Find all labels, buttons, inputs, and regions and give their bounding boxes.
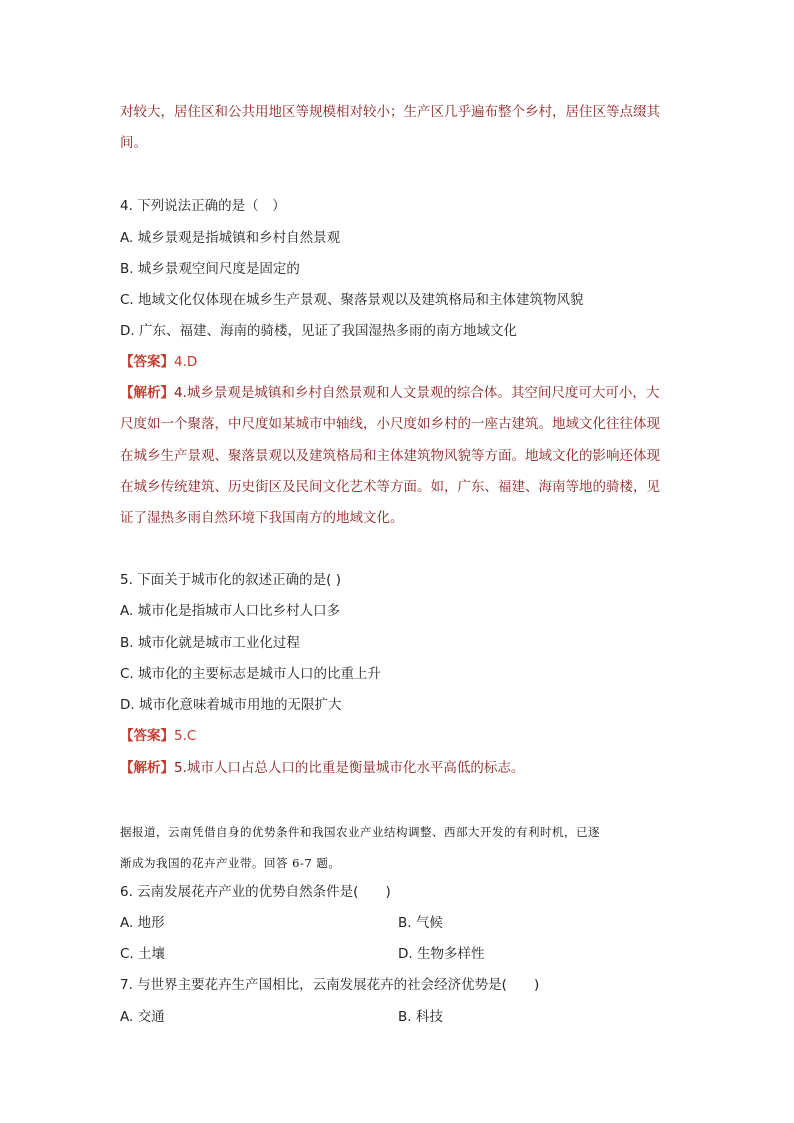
q7-option-a: A. 交通 [120,1009,165,1025]
intro-line-2: 渐成为我国的花卉产业带。回答 6-7 题。 [120,856,341,870]
q6-option-a: A. 地形 [120,915,165,931]
answer-value: 4.D [174,354,198,370]
q4-explanation-line-3: 在城乡生产景观、聚落景观以及建筑格局和主体建筑物风貌等方面。地域文化的影响还体现 [120,448,660,464]
q6-option-c: C. 土壤 [120,946,166,962]
explanation-text: 5.城市人口占总人口的比重是衡量城市化水平高低的标志。 [174,760,525,776]
q4-explanation-line-4: 在城乡传统建筑、历史街区及民间文化艺术等方面。如，广东、福建、海南等地的骑楼，见 [120,479,660,495]
answer-value: 5.C [174,728,197,744]
intro-line-1: 据报道，云南凭借自身的优势条件和我国农业产业结构调整、西部大开发的有利时机，已逐 [120,825,600,839]
q4-explanation-line-2: 尺度如一个聚落，中尺度如某城市中轴线，小尺度如乡村的一座古建筑。地域文化往往体现 [120,416,660,432]
q4-option-c: C. 地域文化仅体现在城乡生产景观、聚落景观以及建筑格局和主体建筑物风貌 [120,292,584,308]
q6-option-b: B. 气候 [398,915,443,931]
answer-label: 【答案】 [120,728,174,744]
continuation-line-1: 对较大，居住区和公共用地区等规模相对较小；生产区几乎遍布整个乡村，居住区等点缀其 [120,104,660,120]
q4-explanation-line-1 [120,383,659,403]
explanation-text: 4.城乡景观是城镇和乡村自然景观和人文景观的综合体。其空间尺度可大可小，大 [174,385,660,401]
question-4: 4. 下列说法正确的是（ ） [120,198,286,214]
q5-answer [120,726,196,746]
q5-option-c: C. 城市化的主要标志是城市人口的比重上升 [120,666,382,682]
q4-option-a: A. 城乡景观是指城镇和乡村自然景观 [120,230,341,246]
q6-option-d: D. 生物多样性 [398,946,485,962]
q5-option-d: D. 城市化意味着城市用地的无限扩大 [120,697,342,713]
question-5: 5. 下面关于城市化的叙述正确的是( ) [120,572,341,588]
q4-answer [120,352,197,372]
q4-option-d: D. 广东、福建、海南的骑楼，见证了我国湿热多雨的南方地域文化 [120,323,517,339]
q4-explanation-line-5: 证了湿热多雨自然环境下我国南方的地域文化。 [120,510,404,526]
explanation-label: 【解析】 [120,385,174,401]
q5-explanation [120,758,524,778]
question-7: 7. 与世界主要花卉生产国相比，云南发展花卉的社会经济优势是( ) [120,977,540,993]
explanation-label: 【解析】 [120,760,174,776]
q4-option-b: B. 城乡景观空间尺度是固定的 [120,261,300,277]
q5-option-a: A. 城市化是指城市人口比乡村人口多 [120,603,341,619]
continuation-line-2: 间。 [120,135,147,151]
question-6: 6. 云南发展花卉产业的优势自然条件是( ) [120,884,391,900]
q5-option-b: B. 城市化就是城市工业化过程 [120,635,300,651]
q7-option-b: B. 科技 [398,1009,443,1025]
answer-label: 【答案】 [120,354,174,370]
